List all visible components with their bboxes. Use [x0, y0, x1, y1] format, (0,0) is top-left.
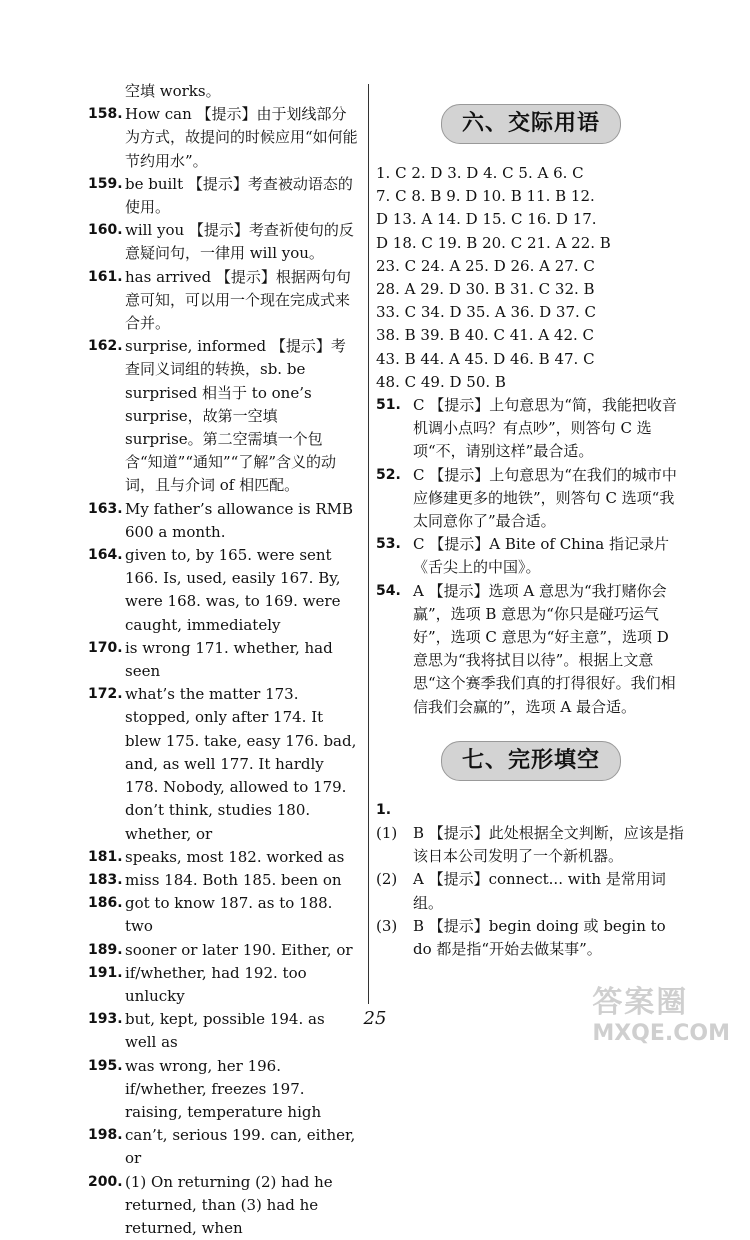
item-number: 51. [376, 397, 401, 414]
answer-line: 7. C 8. B 9. D 10. B 11. B 12. [376, 187, 595, 206]
item-number: (2) [376, 870, 398, 889]
answer-item [88, 266, 360, 336]
item-number: 198. [88, 1127, 123, 1144]
answer-item [376, 915, 686, 961]
item-number: 172. [88, 686, 123, 703]
item-text: can’t, serious 199. can, either, or [125, 1126, 356, 1168]
answer-line: 38. B 39. B 40. C 41. A 42. C [376, 326, 595, 345]
answer-item [88, 335, 360, 497]
item-text: B 【提示】此处根据全文判断，应该是指该日本公司发明了一个新机器。 [413, 824, 684, 866]
item-number: (3) [376, 916, 398, 935]
item-number: 193. [88, 1011, 123, 1028]
item-number: 53. [376, 536, 401, 553]
item-text: speaks, most 182. worked as [125, 847, 345, 866]
answer-item [88, 939, 360, 962]
item-text: is wrong 171. whether, had seen [125, 638, 333, 681]
answer-item [376, 580, 686, 719]
left-column [88, 80, 360, 1240]
column-divider [368, 84, 369, 1004]
item-text: A 【提示】connect... with 是常用词组。 [413, 870, 666, 912]
item-text: given to, by 165. were sent 166. Is, used, easily 167. By, were 168. was, to 169. were caught, immediately [125, 546, 341, 634]
item-text: will you 【提示】考查祈使句的反意疑问句，一律用 will you。 [125, 221, 354, 263]
item-number: 200. [88, 1173, 123, 1190]
item-text: got to know 187. as to 188. two [125, 894, 333, 936]
item-text: but, kept, possible 194. as well as [125, 1010, 325, 1052]
answer-item [88, 80, 360, 103]
answer-item [88, 544, 360, 637]
item-text: surprise, informed 【提示】考查同义词组的转换，sb. be surprised 相当于 to one’s surprise，故第一空填 surprise。第二空需填一个包含“知道”“通知”“了解”含义的动词，且与介词 of 相匹配。 [125, 337, 346, 495]
right-column [376, 82, 686, 961]
item-text: miss 184. Both 185. been on [125, 870, 342, 889]
answer-line: D 18. C 19. B 20. C 21. A 22. B [376, 233, 611, 252]
answer-item [88, 173, 360, 219]
answer-line: 23. C 24. A 25. D 26. A 27. C [376, 256, 595, 275]
item-number: 160. [88, 222, 123, 239]
item-text: C 【提示】上句意思为“简，我能把收音机调小点吗？有点吵”，则答句 C 选项“不，请别这样”最合适。 [413, 396, 677, 461]
item-number: (1) [376, 824, 398, 843]
answer-item [88, 1055, 360, 1125]
item-number: 163. [88, 500, 123, 517]
item-number: 186. [88, 895, 123, 912]
item-number: 54. [376, 582, 401, 599]
question-number: 1. [376, 801, 392, 818]
item-text: A 【提示】选项 A 意思为“我打赌你会赢”，选项 B 意思为“你只是碰巧运气好”，选项 C 意思为“好主意”，选项 D 意思为“我将拭目以待”。根据上文意思“这个赛季我们真的打得很好。我们相信我们会赢的”，选项 A 最合适。 [413, 581, 676, 716]
answer-item [88, 846, 360, 869]
answer-line: 28. A 29. D 30. B 31. C 32. B [376, 280, 595, 299]
answer-item [88, 219, 360, 265]
answer-item [88, 962, 360, 1008]
answer-item [88, 637, 360, 683]
item-number: 195. [88, 1057, 123, 1074]
answer-item [376, 464, 686, 534]
item-text: what’s the matter 173. stopped, only after 174. It blew 175. take, easy 176. bad, and, as well 177. It hardly 178. Nobody, allowed to 179. don’t think, studies 180. whether, or [125, 685, 357, 843]
answer-line: D 13. A 14. D 15. C 16. D 17. [376, 210, 597, 229]
item-text: sooner or later 190. Either, or [125, 940, 353, 959]
answer-line: 48. C 49. D 50. B [376, 372, 506, 391]
answer-item [88, 683, 360, 845]
page-number: 25 [363, 1008, 387, 1029]
answer-item [376, 822, 686, 868]
item-number: 52. [376, 466, 401, 483]
answer-item [88, 1124, 360, 1170]
answer-item [88, 869, 360, 892]
answer-item [88, 1171, 360, 1240]
answer-item [88, 103, 360, 173]
item-text: (1) On returning (2) had he returned, than (3) had he returned, when [125, 1172, 333, 1237]
item-number: 181. [88, 848, 123, 865]
answer-item [376, 394, 686, 464]
item-text: C 【提示】A Bite of China 指记录片《舌尖上的中国》。 [413, 535, 669, 577]
item-text: C 【提示】上句意思为“在我们的城市中应修建更多的地铁”，则答句 C 选项“我太同意你了”最合适。 [413, 465, 677, 531]
watermark-url: MXQE.COM [592, 1021, 730, 1046]
watermark-text: 答案圈 [592, 985, 689, 1020]
item-number: 162. [88, 338, 123, 355]
item-number: 159. [88, 175, 123, 192]
item-text: was wrong, her 196. if/whether, freezes 197. raising, temperature high [125, 1056, 322, 1121]
item-number: 170. [88, 639, 123, 656]
item-text: How can 【提示】由于划线部分为方式，故提问的时候应用“如何能节约用水”。 [125, 105, 358, 170]
item-number: 189. [88, 941, 123, 958]
item-number: 183. [88, 871, 123, 888]
item-text: My father’s allowance is RMB 600 a month. [125, 499, 354, 541]
section-heading-7: 七、完形填空 [441, 741, 621, 781]
section-heading-6: 六、交际用语 [441, 104, 621, 144]
answer-line: 1. C 2. D 3. D 4. C 5. A 6. C [376, 164, 584, 182]
item-number: 158. [88, 106, 123, 123]
item-text: B 【提示】begin doing 或 begin to do 都是指“开始去做某事”。 [413, 916, 666, 959]
watermark-logo [592, 977, 730, 1046]
item-number: 191. [88, 964, 123, 981]
item-text: has arrived 【提示】根据两句句意可知，可以用一个现在完成式来合并。 [125, 267, 351, 333]
item-text: 空填 works。 [125, 82, 221, 100]
answer-item [88, 498, 360, 544]
item-text: if/whether, had 192. too unlucky [125, 963, 307, 1005]
item-text: be built 【提示】考查被动语态的使用。 [125, 174, 353, 217]
item-number: 164. [88, 547, 123, 564]
answer-line: 33. C 34. D 35. A 36. D 37. C [376, 303, 597, 322]
answer-line: 43. B 44. A 45. D 46. B 47. C [376, 349, 595, 368]
answer-item [376, 533, 686, 579]
answer-item [88, 892, 360, 938]
answer-item [376, 868, 686, 914]
item-number: 161. [88, 268, 123, 285]
